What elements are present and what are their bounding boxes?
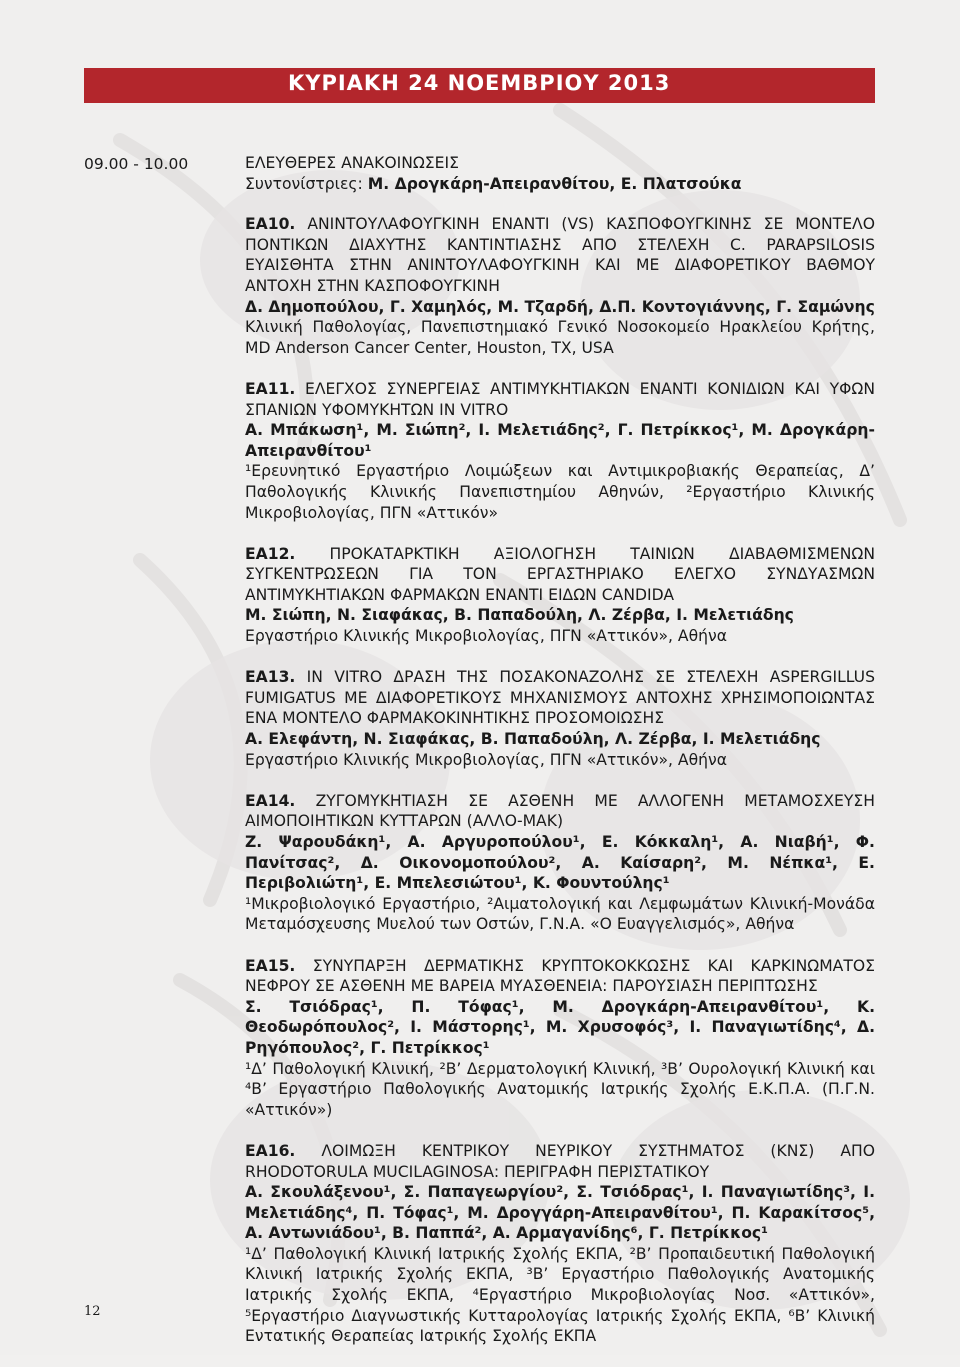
abstract-ea12 (245, 544, 875, 647)
page-number: 12 (84, 1304, 101, 1319)
abstract-code: ΕΑ11. (245, 379, 296, 398)
abstract-authors: Α. Σκουλάξενου¹, Σ. Παπαγεωργίου², Σ. Τσιόδρας¹, Ι. Παναγιωτίδης³, Ι. Μελετιάδης⁴, Π. Τόφας¹, Μ. Δρογγάρη-Απειρανθίτου¹, Π. Καρακίτσος⁵, Α. Αντωνιάδου¹, Β. Παππά², Α. Αρμαγανίδης⁶, Γ. Πετρίκκος¹ (245, 1183, 875, 1243)
abstract-title (245, 544, 875, 606)
abstract-title (245, 214, 875, 296)
abstract-title-text: ΕΛΕΓΧΟΣ ΣΥΝΕΡΓΕΙΑΣ ΑΝΤΙΜΥΚΗΤΙΑΚΩΝ ΕΝΑΝΤΙ ΚΟΝΙΔΙΩΝ ΚΑΙ ΥΦΩΝ ΣΠΑΝΙΩΝ ΥΦΟΜΥΚΗΤΩΝ IN VITRO (245, 379, 875, 419)
abstract-code: ΕΑ14. (245, 791, 296, 810)
abstract-authors: Α. Ελεφάντη, Ν. Σιαφάκας, Β. Παπαδούλη, Λ. Ζέρβα, Ι. Μελετιάδης (245, 730, 821, 749)
abstract-title-text: ΖΥΓΟΜΥΚΗΤΙΑΣΗ ΣΕ ΑΣΘΕΝΗ ΜΕ ΑΛΛΟΓΕΝΗ ΜΕΤΑΜΟΣΧΕΥΣΗ ΑΙΜΟΠΟΙΗΤΙΚΩΝ ΚΥΤΤΑΡΩΝ (ΑΛΛΟ-ΜΑΚ) (245, 791, 875, 831)
abstract-code: ΕΑ16. (245, 1141, 296, 1160)
abstract-authors: Α. Μπάκωση¹, Μ. Σιώπη², Ι. Μελετιάδης², Γ. Πετρίκκος¹, Μ. Δρογκάρη-Απειρανθίτου¹ (245, 421, 875, 460)
abstract-ea16 (245, 1141, 875, 1347)
abstract-authors: Σ. Τσιόδρας¹, Π. Τόφας¹, Μ. Δρογκάρη-Απειρανθίτου¹, Κ. Θεοδωρόπουλος², Ι. Μάστορης¹, Μ. Χρυσοφός³, Ι. Παναγιωτίδης⁴, Δ. Ρηγόπουλος², Γ. Πετρίκκος¹ (245, 997, 875, 1057)
abstract-ea15 (245, 956, 875, 1121)
abstract-code: ΕΑ15. (245, 956, 296, 975)
abstract-affiliation: Εργαστήριο Κλινικής Μικροβιολογίας, ΠΓΝ «Αττικόν», Αθήνα (245, 750, 728, 769)
abstract-affiliation: ¹Ερευνητικό Εργαστήριο Λοιμώξεων και Αντιμικροβιακής Θεραπείας, Δ’ Παθολογικής Κλινικής Πανεπιστημίου Αθηνών, ²Εργαστήριο Κλινικής Μικροβιολογίας, ΠΓΝ «Αττικόν» (245, 462, 875, 522)
chairs-names: Μ. Δρογκάρη-Απειρανθίτου, Ε. Πλατσούκα (367, 174, 742, 193)
abstract-code: ΕΑ13. (245, 668, 296, 687)
abstract-authors: Ζ. Ψαρουδάκη¹, Α. Αργυροπούλου¹, Ε. Κόκκαλη¹, Α. Νιαβή¹, Φ. Πανίτσας², Δ. Οικονομοπούλου², Α. Καίσαρη², Μ. Νέπκα¹, Ε. Περιβολιώτη¹, Ε. Μπελεσιώτου¹, Κ. Φουντούλης¹ (245, 833, 875, 893)
session-time: 09.00 - 10.00 (84, 155, 189, 173)
abstract-title-text: ΣΥΝΥΠΑΡΞΗ ΔΕΡΜΑΤΙΚΗΣ ΚΡΥΠΤΟΚΟΚΚΩΣΗΣ ΚΑΙ ΚΑΡΚΙΝΩΜΑΤΟΣ ΝΕΦΡΟΥ ΣΕ ΑΣΘΕΝΗ ΜΕ ΒΑΡΕΙΑ ΜΥΑΣΘΕΝΕΙΑ: ΠΑΡΟΥΣΙΑΣΗ ΠΕΡΙΠΤΩΣΗΣ (245, 956, 875, 996)
session-content (245, 153, 875, 1367)
abstract-code: ΕΑ10. (245, 215, 296, 234)
abstract-title (245, 667, 875, 729)
abstract-title-text: ΠΡΟΚΑΤΑΡΚΤΙΚΗ ΑΞΙΟΛΟΓΗΣΗ ΤΑΙΝΙΩΝ ΔΙΑΒΑΘΜΙΣΜΕΝΩΝ ΣΥΓΚΕΝΤΡΩΣΕΩΝ ΓΙΑ ΤΟΝ ΕΡΓΑΣΤΗΡΙΑΚΟ ΕΛΕΓΧΟ ΣΥΝΔΥΑΣΜΩΝ ΑΝΤΙΜΥΚΗΤΙΑΚΩΝ ΦΑΡΜΑΚΩΝ ΕΝΑΝΤΙ ΕΙΔΩΝ CANDIDA (245, 544, 875, 604)
abstract-title-text: ΑΝΙΝΤΟΥΛΑΦΟΥΓΚΙΝΗ ΕΝΑΝΤΙ (VS) ΚΑΣΠΟΦΟΥΓΚΙΝΗΣ ΣΕ ΜΟΝΤΕΛΟ ΠΟΝΤΙΚΩΝ ΔΙΑΧΥΤΗΣ ΚΑΝΤΙΝΤΙΑΣΗΣ ΑΠΟ ΣΤΕΛΕΧΗ C. PARAPSILOSIS ΕΥΑΙΣΘΗΤΑ ΣΤΗΝ ΑΝΙΝΤΟΥΛΑΦΟΥΓΚΙΝΗ ΚΑΙ ΜΕ ΔΙΑΦΟΡΕΤΙΚΟΥ ΒΑΘΜΟΥ ΑΝΤΟΧΗ ΣΤΗΝ ΚΑΣΠΟΦΟΥΓΚΙΝΗ (245, 215, 875, 295)
session-title: ΕΛΕΥΘΕΡΕΣ ΑΝΑΚΟΙΝΩΣΕΙΣ (245, 154, 459, 172)
abstract-affiliation: Κλινική Παθολογίας, Πανεπιστημιακό Γενικό Νοσοκομείο Ηρακλείου Κρήτης, MD Anderson Cancer Center, Houston, TX, USA (245, 318, 875, 357)
abstract-affiliation: ¹Δ’ Παθολογική Κλινική Ιατρικής Σχολής ΕΚΠΑ, ²Β’ Προπαιδευτική Παθολογική Κλινική Ιατρικής Σχολής ΕΚΠΑ, ³Β’ Εργαστήριο Παθολογικής Ανατομικής Ιατρικής Σχολής ΕΚΠΑ, ⁴Εργαστήριο Μικροβιολογίας Νοσ. «Αττικόν», ⁵Εργαστήριο Διαγνωστικής Κυτταρολογίας Ιατρικής Σχολής ΕΚΠΑ, ⁶Β’ Κλινική Εντατικής Θεραπείας Ιατρικής Σχολής ΕΚΠΑ (245, 1244, 875, 1346)
abstract-title (245, 379, 875, 420)
abstract-ea14 (245, 791, 875, 935)
abstract-ea11 (245, 379, 875, 523)
abstract-title-text: ΛΟΙΜΩΞΗ ΚΕΝΤΡΙΚΟΥ ΝΕΥΡΙΚΟΥ ΣΥΣΤΗΜΑΤΟΣ (ΚΝΣ) ΑΠΟ RHODOTORULA MUCILAGINOSA: ΠΕΡΙΓΡΑΦΗ ΠΕΡΙΣΤΑΤΙΚΟΥ (245, 1141, 875, 1181)
abstract-title (245, 791, 875, 832)
abstract-title (245, 1141, 875, 1182)
abstract-affiliation: ¹Μικροβιολογικό Εργαστήριο, ²Αιματολογική και Λεμφωμάτων Κλινική-Μονάδα Μεταμόσχευσης Μυελού των Οστών, Γ.Ν.Α. «Ο Ευαγγελισμός», Αθήνα (245, 894, 875, 934)
abstract-ea13 (245, 667, 875, 770)
abstract-affiliation: Εργαστήριο Κλινικής Μικροβιολογίας, ΠΓΝ «Αττικόν», Αθήνα (245, 627, 728, 646)
abstract-authors: Μ. Σιώπη, Ν. Σιαφάκας, Β. Παπαδούλη, Λ. Ζέρβα, Ι. Μελετιάδης (245, 606, 794, 625)
session-chairs (245, 174, 875, 195)
chairs-label: Συντονίστριες: (245, 174, 363, 193)
abstract-ea10 (245, 214, 875, 358)
date-header-title: ΚΥΡΙΑΚΗ 24 ΝΟΕΜΒΡΙΟΥ 2013 (288, 71, 671, 95)
abstract-title-text: IN VITRO ΔΡΑΣΗ ΤΗΣ ΠΟΣΑΚΟΝΑΖΟΛΗΣ ΣΕ ΣΤΕΛΕΧΗ ASPERGILLUS FUMIGATUS ΜΕ ΔΙΑΦΟΡΕΤΙΚΟΥΣ ΜΗΧΑΝΙΣΜΟΥΣ ΑΝΤΟΧΗΣ ΧΡΗΣΙΜΟΠΟΙΩΝΤΑΣ ΕΝΑ ΜΟΝΤΕΛΟ ΦΑΡΜΑΚΟΚΙΝΗΤΙΚΗΣ ΠΡΟΣΟΜΟΙΩΣΗΣ (245, 668, 875, 728)
date-header-bar (84, 68, 875, 103)
abstract-title (245, 956, 875, 997)
abstract-affiliation: ¹Δ’ Παθολογική Κλινική, ²Β’ Δερματολογική Κλινική, ³Β’ Ουρολογική Κλινική και ⁴Β’ Εργαστήριο Παθολογικής Ανατομικής Ιατρικής Σχολής Ε.Κ.Π.Α. (Π.Γ.Ν. «Αττικόν») (245, 1059, 875, 1119)
abstract-authors: Δ. Δημοπούλου, Γ. Χαμηλός, Μ. Τζαρδή, Δ.Π. Κοντογιάννης, Γ. Σαμώνης (245, 297, 875, 316)
abstract-code: ΕΑ12. (245, 544, 296, 563)
